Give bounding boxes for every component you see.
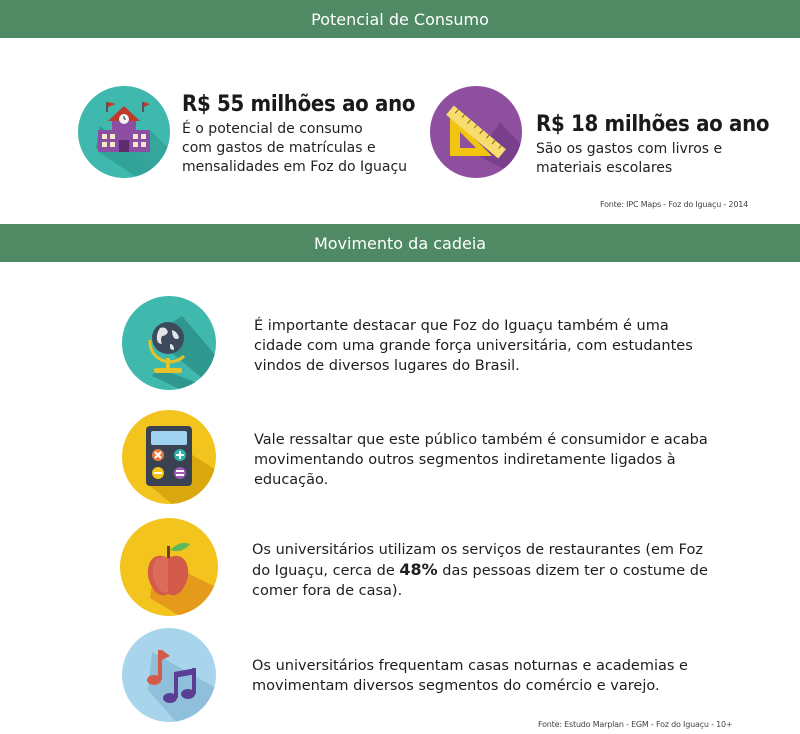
paragraph-publico-consumidor: Vale ressaltar que este público também é consumidor e acaba movimentando outros segmentos indiretamente ligados à educação. [254, 432, 708, 488]
school-icon [78, 86, 170, 178]
paragraph-restaurantes: Os universitários utilizam os serviços de restaurantes (em Foz do Iguaçu, cerca de 48% das pessoas dizem ter o costume de comer fora de casa). [252, 542, 708, 599]
apple-icon [120, 518, 218, 616]
stat-description-livros: São os gastos com livros e materiais escolares [536, 141, 723, 176]
stat-value-livros: R$ 18 milhões ao ano [536, 112, 770, 137]
highlight-percentage: 48% [399, 560, 438, 579]
calculator-icon [122, 410, 216, 504]
section-title: Movimento da cadeia [313, 233, 487, 253]
section-header-cadeia [0, 224, 800, 262]
paragraph-forca-universitaria: É importante destacar que Foz do Iguaçu também é uma cidade com uma grande força universitária, com estudantes vindos de diversos lugares do Brasil. [254, 318, 693, 374]
globe-icon [122, 296, 216, 390]
source-note-marplan: Fonte: Estudo Marplan - EGM - Foz do Iguaçu - 10+ [538, 720, 733, 729]
ruler-icon [430, 86, 522, 178]
source-note-ipc: Fonte: IPC Maps - Foz do Iguaçu - 2014 [600, 200, 748, 209]
paragraph-casas-noturnas: Os universitários frequentam casas noturnas e academias e movimentam diversos segmentos do comércio e varejo. [252, 658, 688, 694]
section-header-consumo [0, 0, 800, 38]
section-title: Potencial de Consumo [311, 9, 489, 29]
stat-value-matriculas: R$ 55 milhões ao ano [182, 92, 416, 117]
stat-description-matriculas: É o potencial de consumo com gastos de matrículas e mensalidades em Foz do Iguaçu [182, 121, 408, 175]
music-note-icon [122, 628, 216, 722]
